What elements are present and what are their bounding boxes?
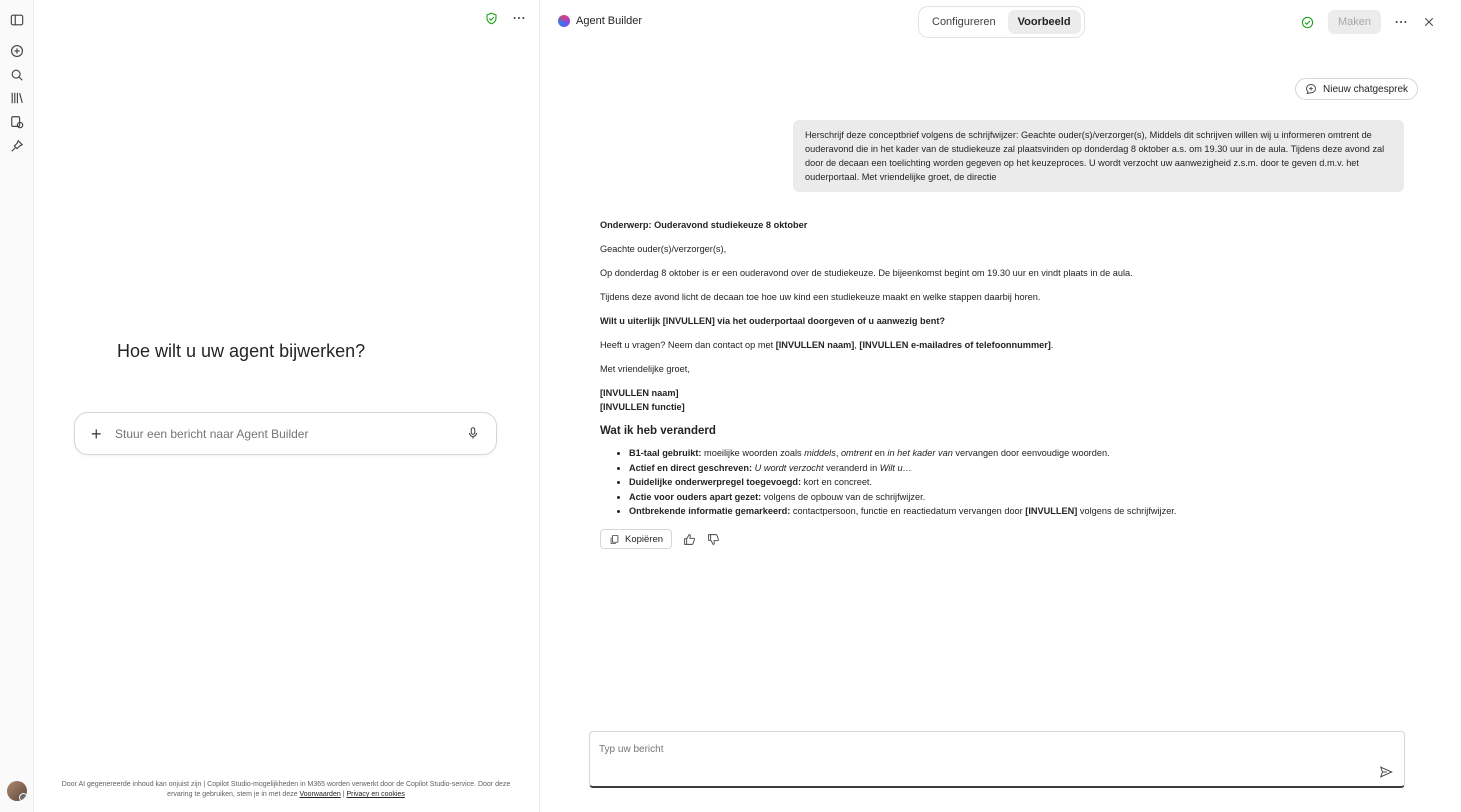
disclaimer-footer	[54, 780, 518, 800]
assistant-reply	[600, 218, 1400, 519]
preview-input-box	[589, 731, 1405, 788]
agents-icon[interactable]	[9, 114, 25, 130]
list-item: • Ontbrekende informatie gemarkeerd: contactpersoon, functie en reactiedatum vervangen door [INVULLEN] volgens de schrijfwijzer.	[629, 504, 1400, 519]
user-message: Herschrijf deze conceptbrief volgens de schrijfwijzer: Geachte ouder(s)/verzorger(s), Middels dit schrijven willen wij u informeren omtrent de ouderavond die in het kader van de studiekeuze zal plaatsvinden op donderdag 8 oktober a.s. om 19.30 uur in de aula. Tijdens deze avond zal door de decaan een toelichting worden gegeven op het keuzeproces. U wordt verzocht uw aanwezigheid z.s.m. door te geven d.m.v. het ouderportaal. Met vriendelijke groet, de directie	[793, 120, 1404, 192]
footer-separator: |	[340, 791, 347, 798]
avatar[interactable]	[7, 781, 27, 801]
prompt-heading: Hoe wilt u uw agent bijwerken?	[117, 341, 366, 361]
new-chat-icon	[1305, 83, 1317, 95]
reply-closing: Met vriendelijke groet,	[600, 364, 690, 374]
list-item: • B1-taal gebruikt: moeilijke woorden zoals middels, omtrent en in het kader van vervangen door eenvoudige woorden.	[629, 446, 1400, 461]
add-attachment-icon[interactable]: +	[91, 424, 102, 444]
send-icon[interactable]	[1379, 765, 1395, 781]
copy-icon	[609, 534, 620, 545]
reply-contact: Heeft u vragen? Neem dan contact op met [INVULLEN naam], [INVULLEN e-mailadres of telefoonnummer].	[600, 340, 1054, 350]
agent-builder-input-box	[74, 412, 497, 455]
reply-subject: Onderwerp: Ouderavond studiekeuze 8 oktober	[600, 220, 808, 230]
reply-paragraph: Op donderdag 8 oktober is er een ouderavond over de studiekeuze. De bijeenkomst begint om 19.30 uur en vindt plaats in de aula.	[600, 268, 1133, 278]
tab-voorbeeld[interactable]: Voorbeeld	[1008, 10, 1081, 34]
search-icon[interactable]	[9, 67, 25, 83]
disclaimer-text: Door AI gegenereerde inhoud kan onjuist zijn | Copilot Studio-mogelijkheden in M365 worden verwerkt door de Copilot Studio-service. Door deze ervaring te gebruiken, stem je in met deze	[61, 781, 511, 798]
new-chat-button[interactable]	[1295, 78, 1418, 100]
more-options-icon[interactable]	[511, 10, 527, 26]
agent-builder-panel	[34, 0, 540, 812]
new-chat-label: Nieuw chatgesprek	[1323, 83, 1409, 95]
status-check-icon[interactable]	[1300, 14, 1316, 30]
new-chat-icon[interactable]	[9, 43, 25, 59]
changes-list	[629, 446, 1400, 519]
reply-action: Wilt u uiterlijk [INVULLEN] via het ouderportaal doorgeven of u aanwezig bent?	[600, 316, 945, 326]
mode-tabs	[918, 6, 1085, 38]
terms-link[interactable]: Voorwaarden	[299, 791, 341, 798]
presence-dot	[19, 793, 27, 801]
microphone-icon[interactable]	[466, 426, 482, 442]
list-item: • Actie voor ouders apart gezet: volgens de opbouw van de schrijfwijzer.	[629, 490, 1400, 505]
privacy-link[interactable]: Privacy en cookies	[346, 791, 405, 798]
reply-paragraph: Tijdens deze avond licht de decaan toe hoe uw kind een studiekeuze maakt en welke stappen daarbij horen.	[600, 292, 1041, 302]
thumbs-up-icon[interactable]	[682, 532, 696, 546]
preview-panel	[541, 0, 1461, 812]
thumbs-down-icon[interactable]	[706, 532, 720, 546]
copy-label: Kopiëren	[625, 533, 664, 545]
tab-configureren[interactable]: Configureren	[932, 16, 996, 28]
brand-title: Agent Builder	[576, 15, 643, 27]
library-icon[interactable]	[9, 90, 25, 106]
brand	[558, 15, 642, 27]
close-icon[interactable]	[1421, 14, 1437, 30]
sidebar-toggle-icon[interactable]	[9, 12, 25, 28]
icon-rail	[0, 0, 34, 812]
list-item: • Actief en direct geschreven: U wordt verzocht veranderd in Wilt u…	[629, 461, 1400, 476]
list-item: • Duidelijke onderwerpregel toegevoegd: kort en concreet.	[629, 475, 1400, 490]
more-options-icon[interactable]	[1393, 14, 1409, 30]
agent-builder-message-input[interactable]	[115, 427, 455, 441]
make-button[interactable]: Maken	[1328, 10, 1381, 34]
reply-salutation: Geachte ouder(s)/verzorger(s),	[600, 244, 727, 254]
preview-message-input[interactable]	[599, 744, 1359, 755]
reply-signature: [INVULLEN naam] [INVULLEN functie]	[600, 388, 685, 412]
shield-check-icon[interactable]	[483, 10, 499, 26]
copy-button[interactable]	[600, 529, 672, 549]
pin-icon[interactable]	[9, 138, 25, 154]
changes-heading: Wat ik heb veranderd	[600, 425, 716, 437]
agent-builder-logo-icon	[558, 15, 570, 27]
